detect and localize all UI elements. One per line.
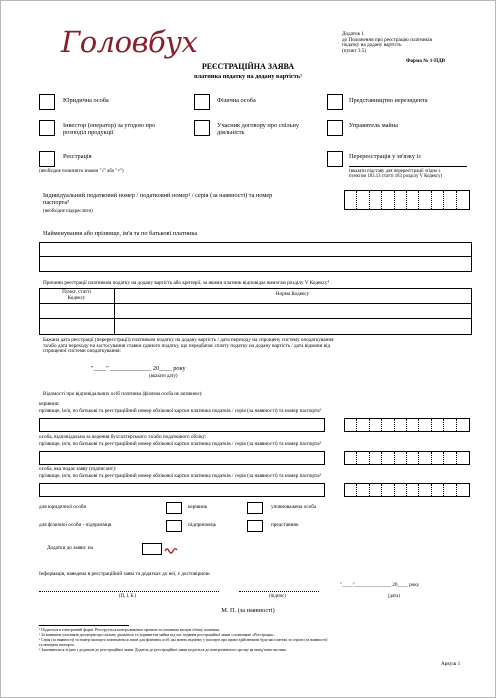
signer-representative-checkbox[interactable] xyxy=(247,520,263,532)
signer-fields-caption: прізвище, ім'я, по батькові та реєстраційний номер облікової картки платника податків / серія (за наявності) та номер паспорта³ xyxy=(39,473,322,479)
form-title: РЕЄСТРАЦІЙНА ЗАЯВА xyxy=(201,62,295,71)
head-fields-caption: прізвище, ім'я, по батькові та реєстраційний номер облікової картки платника податків / серія (за наявності) та номер паспорта³ xyxy=(39,408,322,414)
signer-head-checkbox[interactable] xyxy=(166,502,182,514)
registration-label: Реєстрація xyxy=(63,153,92,160)
date-section-text xyxy=(43,338,334,355)
payer-name-label: Найменування або прізвище, ім'я та по батькові платника xyxy=(43,230,198,237)
reregistration-note-line-1: (вказати підставу для перереєстрації згідно з xyxy=(349,169,441,174)
tax-number-label-line-2: паспорта³ xyxy=(43,199,70,207)
certify-sign-caption: (підпис) xyxy=(269,594,286,599)
signer-representative-label: представник xyxy=(271,522,299,528)
reregistration-reason-line[interactable] xyxy=(349,166,467,167)
certify-date-caption: (дата) xyxy=(388,594,400,599)
reregistration-note xyxy=(349,169,442,180)
investor-checkbox[interactable] xyxy=(39,120,55,136)
footnotes xyxy=(39,628,327,653)
individual-label: Фізична особа xyxy=(217,97,256,104)
investor-label-line-1: Інвестор (оператор) за угодою про xyxy=(63,122,156,129)
appendix-note xyxy=(342,32,432,54)
investor-label xyxy=(63,122,155,136)
footnote-3: ³ Серія (за наявності) та номер паспорта зазначаються лише для фізичних осіб, які мають відмітку у паспорті про право здійснювати будь-які платежі за серією (за наявності) xyxy=(39,638,328,642)
representative-office-label: Представництво нерезидента xyxy=(349,97,428,104)
tax-number-note: (необхідне підкреслити) xyxy=(43,209,93,214)
reasons-col-article xyxy=(39,290,114,301)
form-subtitle: платника податку на додану вартість¹ xyxy=(194,73,302,80)
reregistration-label: Перереєстрація у зв'язку із xyxy=(349,153,421,160)
footnote-divider xyxy=(39,625,129,626)
joint-activity-line-2: діяльність xyxy=(217,129,245,137)
reregistration-note-line-2: пунктом 183.13 статті 183 розділу V Кодексу) xyxy=(349,174,443,180)
certify-date-field[interactable]: "____"______________ 20____ року xyxy=(340,582,420,588)
joint-activity-line-1: Учасник договору про спільну xyxy=(217,122,300,129)
appendix-line-1: Додаток 1 xyxy=(342,31,364,37)
appendix-line-4: (пункт 3.5) xyxy=(342,47,367,54)
accountant-number-cells[interactable] xyxy=(344,451,470,465)
desired-date-note: (вказати дату) xyxy=(149,374,178,379)
joint-activity-label xyxy=(217,122,299,136)
reasons-col-article-line-1: Пункт, статті xyxy=(62,289,91,295)
certify-name-line[interactable] xyxy=(39,591,219,592)
tax-number-label xyxy=(43,192,272,206)
accountant-name-field[interactable] xyxy=(39,451,325,465)
company-logo: Головбух xyxy=(61,25,198,59)
signer-legal-label: для юридичної особи xyxy=(39,504,87,510)
footnote-4: ⁴ Заповнюється згідно з додатком до реєстраційної заяви. Додаток до реєстраційної заяви подається до контролюючого органу як невід'ємна частина. xyxy=(39,648,287,652)
signer-label: особа, яка подає заяву (підписант): xyxy=(39,466,117,472)
joint-activity-checkbox[interactable] xyxy=(194,120,210,136)
signer-head-label: керівник xyxy=(188,504,208,510)
signer-entrepreneur-checkbox[interactable] xyxy=(166,520,182,532)
appendix-line-3: податку на додану вартість xyxy=(342,42,402,49)
footnote-1: ¹ Подається в електронній формі. Реєструється контролюючим органом за основним місцем обліку платника. xyxy=(39,628,221,632)
responsible-title-text: Відомості про відповідальних осіб платника xyxy=(43,391,142,397)
individual-checkbox[interactable] xyxy=(194,94,210,110)
legal-entity-label: Юридична особа xyxy=(63,97,109,104)
asset-manager-label: Управитель майна xyxy=(349,122,398,129)
footnote-3-cont: та номером паспорта. xyxy=(39,643,75,647)
responsible-title xyxy=(43,392,202,398)
signer-number-cells[interactable] xyxy=(344,483,470,497)
reasons-col-article-line-2: Кодексу xyxy=(67,294,86,301)
date-text-line-1: Бажана дата реєстрації (перереєстрації) платником податку на додану вартість / дата переходу на спрощену систему оподаткування xyxy=(43,337,334,343)
head-number-cells[interactable] xyxy=(344,418,470,432)
desired-date-field[interactable]: "____" _____________ 20____ року xyxy=(91,365,186,372)
signer-authorized-label: уповноважена особа xyxy=(271,504,317,510)
signer-name-field[interactable] xyxy=(39,483,325,497)
mark-note: (необхідне позначити знаком "√" або "×") xyxy=(39,169,124,174)
reasons-col-norm: Норма Кодексу xyxy=(275,291,310,297)
accountant-fields-caption: прізвище, ім'я, по батькові та реєстраційний номер облікової картки платника податків / серія (за наявності) та номер паспорта³ xyxy=(39,441,322,447)
registration-checkbox[interactable] xyxy=(39,151,55,167)
signer-entrepreneur-label: підприємець xyxy=(188,522,216,528)
appendix-line-2: до Положення про реєстрацію платників xyxy=(342,36,432,43)
head-name-field[interactable] xyxy=(39,418,325,432)
accountant-label: особа, відповідальна за ведення бухгалтерського та/або податкового обліку: xyxy=(39,434,207,440)
signer-individual-label: для фізичної особи - підприємця xyxy=(39,522,112,528)
tax-number-label-line-1: Індивідуальний податковий номер / податковий номер² / серія (за наявності) та номер xyxy=(43,192,273,199)
payer-name-field-2[interactable] xyxy=(39,256,472,272)
sheet-number: Аркуш 1 xyxy=(441,661,461,667)
certify-sign-line[interactable] xyxy=(239,591,319,592)
reasons-header-divider xyxy=(39,303,471,304)
responsible-title-note: (фізична особа не заповнює): xyxy=(142,392,203,397)
reregistration-checkbox[interactable] xyxy=(327,151,343,167)
sheets-icon xyxy=(164,547,178,554)
reasons-row-divider xyxy=(39,318,471,319)
head-label: керівник: xyxy=(39,401,60,407)
signer-authorized-checkbox[interactable] xyxy=(247,502,263,514)
tax-number-cells[interactable] xyxy=(344,190,470,210)
certification-text: Інформація, наведена в реєстраційній заяві та додатках до неї, є достовірною. xyxy=(39,571,211,577)
form-number: Форма № 1-ПДВ xyxy=(406,58,446,64)
reasons-label: Причини реєстрації платником податку на додану вартість або критерії, за якими платник відповідає вимогам розділу V Кодексу⁴ xyxy=(43,280,330,286)
attachments-label: Додатки до заяви: на xyxy=(47,545,93,551)
legal-entity-checkbox[interactable] xyxy=(39,94,55,110)
investor-label-line-2: розподіл продукції xyxy=(63,129,114,137)
date-text-line-2: та/або дата переходу на застосування ставки єдиного податку, що передбачає сплату податку на додану вартість / дата відмови від xyxy=(43,342,331,349)
footnote-2: ² За винятком учасників договорів про спільну діяльність та управителя майна під час подання реєстраційної заяви з позначкою «Реєстрація». xyxy=(39,633,275,637)
date-text-line-3: спрощеної системи оподаткування: xyxy=(43,348,121,355)
representative-office-checkbox[interactable] xyxy=(327,94,343,110)
certify-name-caption: (П. І. Б.) xyxy=(119,594,137,599)
stamp-place: М. П. (за наявності) xyxy=(221,607,275,614)
asset-manager-checkbox[interactable] xyxy=(327,120,343,136)
attachments-count-field[interactable] xyxy=(142,543,162,555)
